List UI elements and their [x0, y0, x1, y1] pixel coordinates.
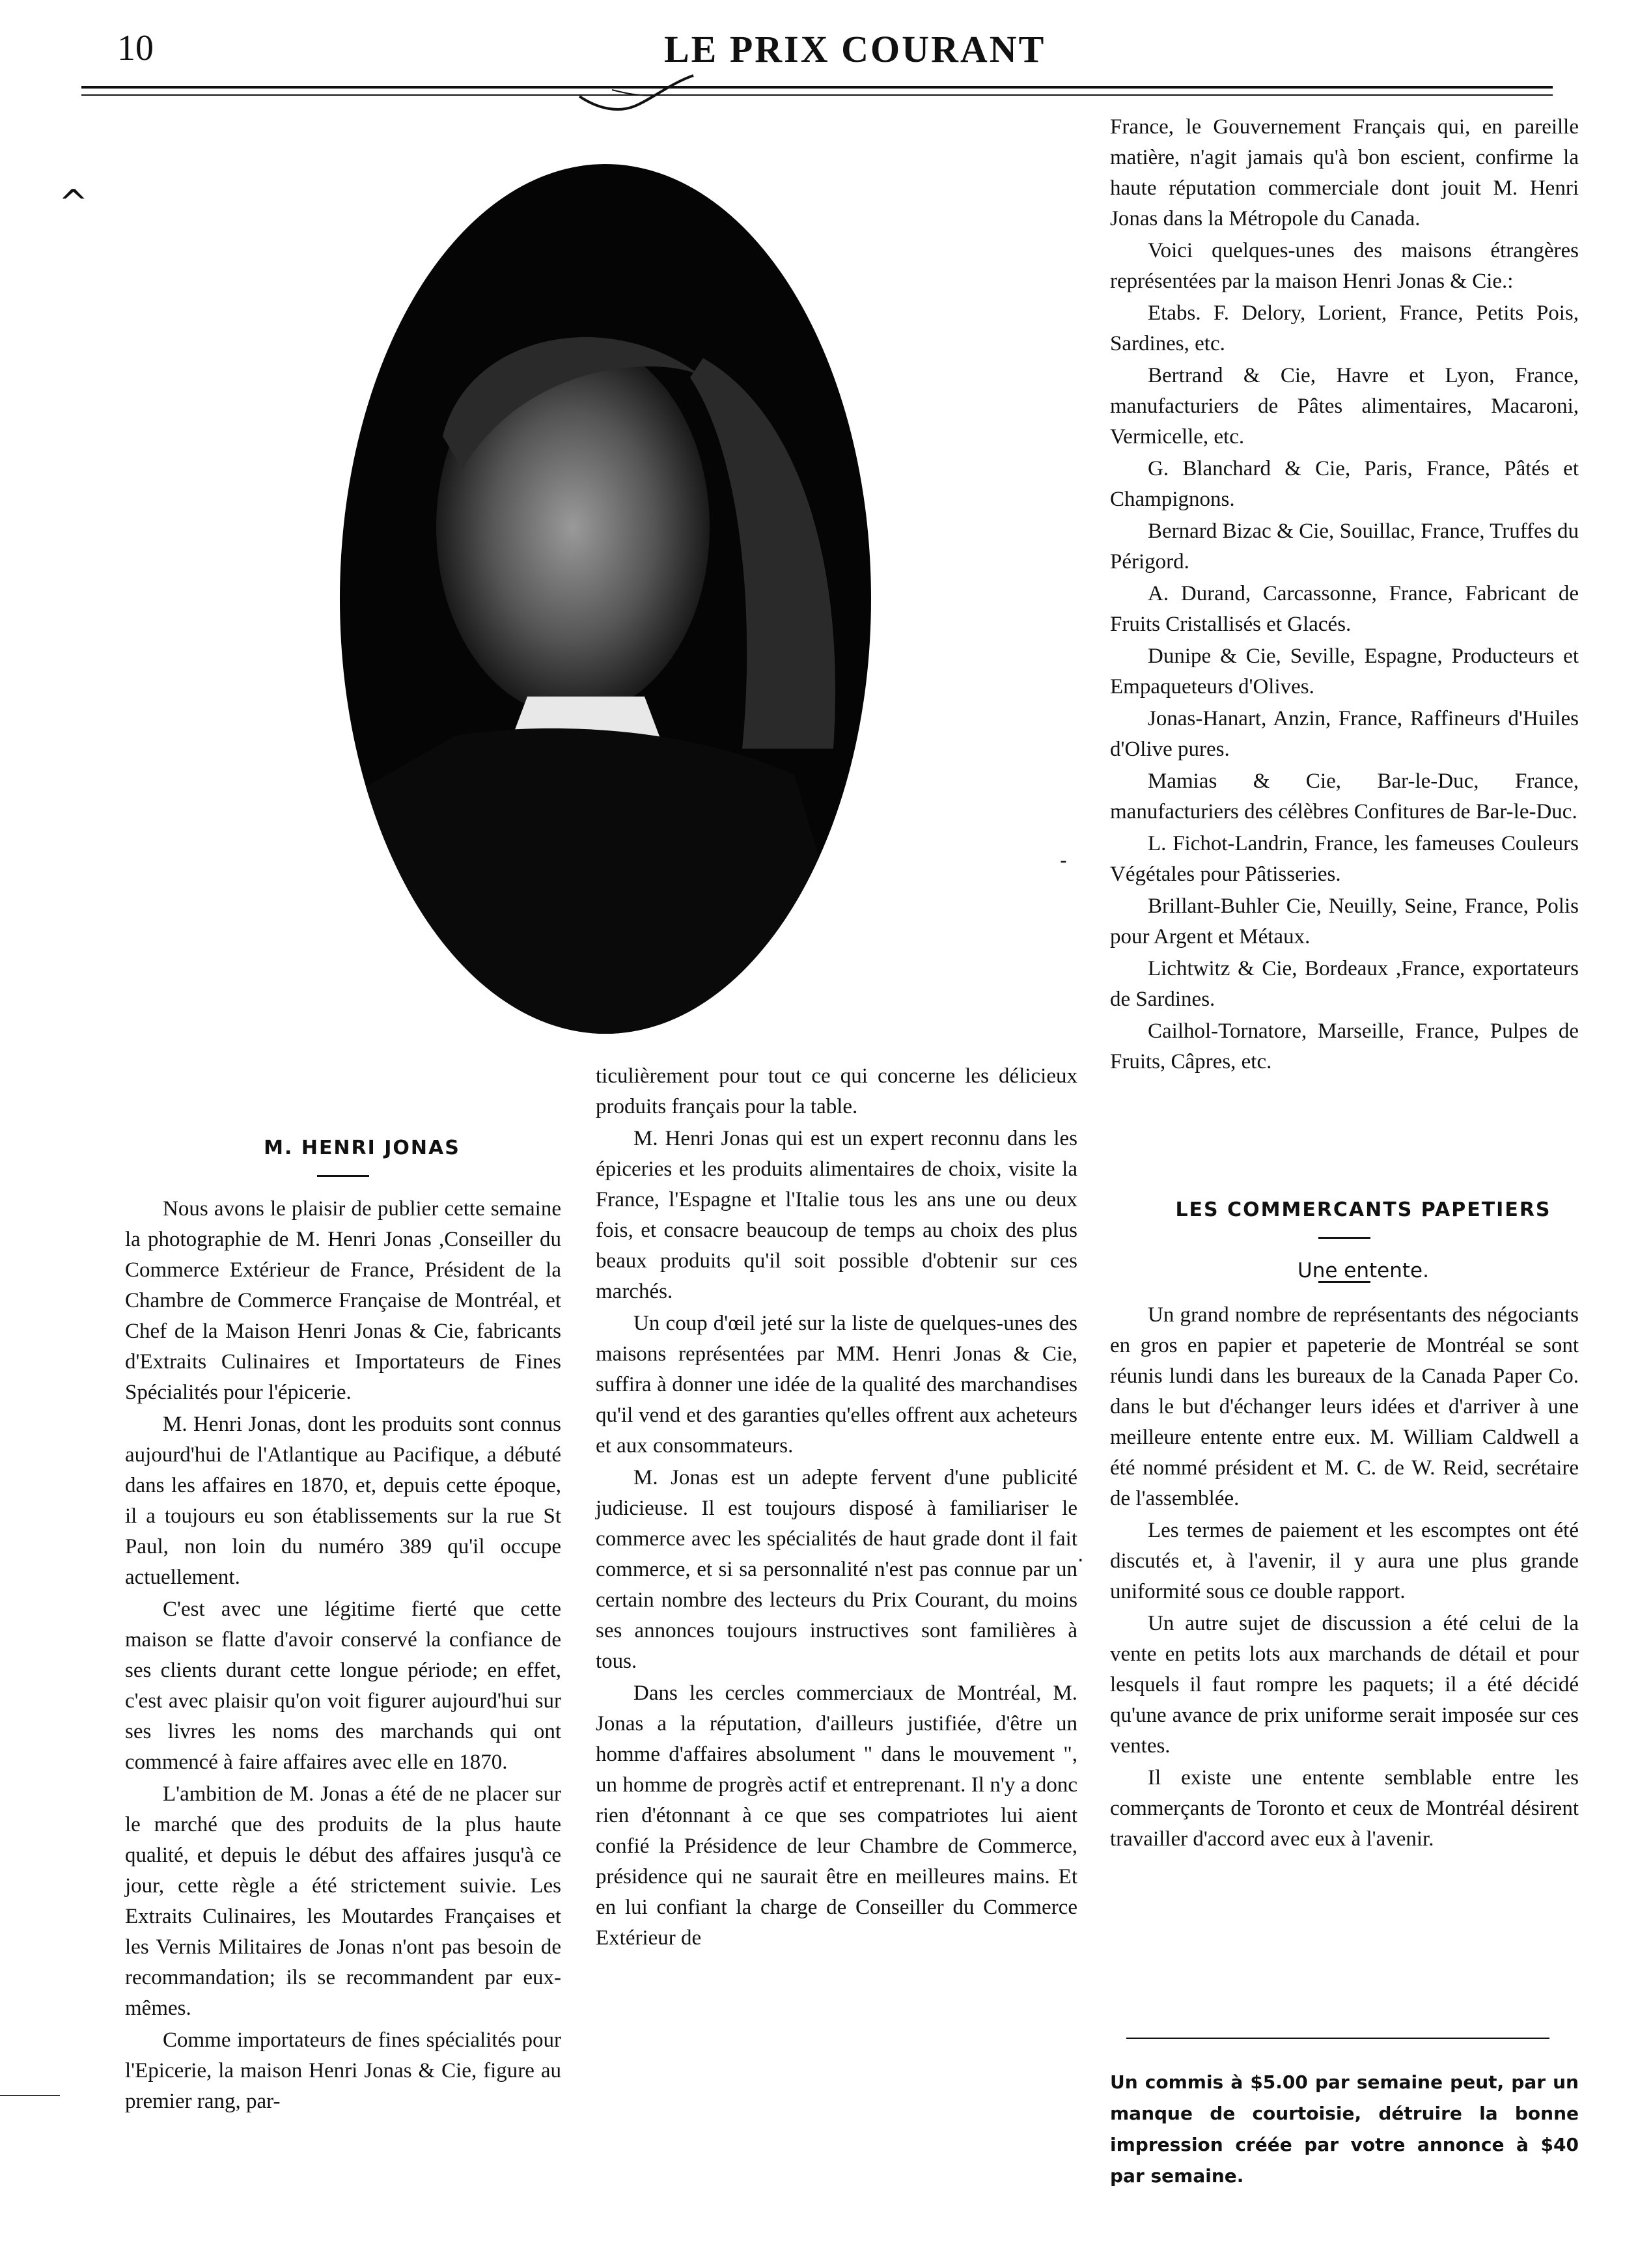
- heading-rule: [1318, 1237, 1370, 1239]
- paragraph: M. Henri Jonas, dont les produits sont connus aujourd'hui de l'Atlantique au Pacifique, a débuté dans les affaires en 1870, et, depuis cette époque, il a toujours eu son établissements sur la rue St Paul, non loin du numéro 389 qu'il occupe actuellement.: [125, 1413, 561, 1589]
- header-rule-thin: [81, 94, 1553, 96]
- page-number: 10: [117, 28, 154, 68]
- margin-mark: ·: [1077, 1549, 1084, 1572]
- margin-tick: [0, 2095, 60, 2096]
- article-column-1: [125, 1133, 561, 2118]
- paragraph: ticulièrement pour tout ce qui concerne les délicieux produits français pour la table.: [596, 1064, 1077, 1118]
- header-rule: [81, 86, 1553, 89]
- notice-rule: [1126, 2038, 1549, 2039]
- paragraph: Nous avons le plaisir de publier cette semaine la photographie de M. Henri Jonas ,Conseiller du Commerce Extérieur de France, Président de la Chambre de Commerce Française de Montréal, et Chef de la Maison Henri Jonas & Cie, fabricants d'Extraits Culinaires et Importateurs de Fines Spécialités pour l'épicerie.: [125, 1197, 561, 1404]
- list-item: Brillant-Buhler Cie, Neuilly, Seine, France, Polis pour Argent et Métaux.: [1110, 894, 1579, 948]
- paragraph: Les termes de paiement et les escomptes ont été discutés et, à l'avenir, il y aura une plus grande uniformité sous ce double rapport.: [1110, 1519, 1579, 1603]
- margin-mark: -: [1060, 850, 1067, 872]
- page-header: [0, 0, 1638, 104]
- heading-rule: [317, 1175, 369, 1177]
- list-item: L. Fichot-Landrin, France, les fameuses Couleurs Végétales pour Pâtisseries.: [1110, 832, 1579, 886]
- paragraph: C'est avec une légitime fierté que cette maison se flatte d'avoir conservé la confiance de ses clients durant cette longue période; en effet, c'est avec plaisir qu'on voit figurer aujourd'hui sur ses livres les noms des marchands qui ont commencé à faire affaires avec elle en 1870.: [125, 1597, 561, 1774]
- article-column-3: [1110, 112, 1579, 1079]
- list-item: Jonas-Hanart, Anzin, France, Raffineurs d'Huiles d'Olive pures.: [1110, 707, 1579, 761]
- paragraph: Comme importateurs de fines spécialités pour l'Epicerie, la maison Henri Jonas & Cie, figure au premier rang, par-: [125, 2028, 561, 2113]
- list-item: Bernard Bizac & Cie, Souillac, France, Truffes du Périgord.: [1110, 519, 1579, 574]
- article-commercants-papetiers: [1110, 1195, 1579, 1856]
- list-item: Bertrand & Cie, Havre et Lyon, France, manufacturiers de Pâtes alimentaires, Macaroni, Vermicelle, etc.: [1110, 364, 1579, 449]
- article-subheading: Une entente.: [1298, 1259, 1429, 1282]
- list-item: Mamias & Cie, Bar-le-Duc, France, manufacturiers des célèbres Confitures de Bar-le-Duc.: [1110, 769, 1579, 823]
- paragraph: Voici quelques-unes des maisons étrangères représentées par la maison Henri Jonas & Cie.:: [1110, 239, 1579, 293]
- article-heading: M. HENRI JONAS: [264, 1137, 460, 1159]
- masthead-title: LE PRIX COURANT: [664, 28, 1046, 70]
- oval-portrait-photograph-icon: [339, 163, 872, 1035]
- paragraph: L'ambition de M. Jonas a été de ne placer sur le marché que des produits de la plus haute qualité, et depuis le début des affaires jusqu'à ce jour, cette règle a été strictement suivie. Les Extraits Culinaires, les Moutardes Françaises et les Vernis Militaires de Jonas n'ont pas besoin de recommandation; ils se recommandent par eux-mêmes.: [125, 1782, 561, 2020]
- flourish-ornament-icon: [573, 70, 703, 116]
- paragraph: Il existe une entente semblable entre les commerçants de Toronto et ceux de Montréal désirent travailler d'accord avec eux à l'avenir.: [1110, 1766, 1579, 1851]
- paragraph: Un grand nombre de représentants des négociants en gros en papier et papeterie de Montréal se sont réunis lundi dans les bureaux de la Canada Paper Co. dans le but d'échanger leurs idées et d'arriver à une meilleure entente entre eux. M. William Caldwell a été nommé président et M. C. de W. Reid, secrétaire de l'assemblée.: [1110, 1303, 1579, 1510]
- paragraph: France, le Gouvernement Français qui, en pareille matière, n'agit jamais qu'à bon escient, confirme la haute réputation commerciale dont jouit M. Henri Jonas dans la Métropole du Canada.: [1110, 115, 1579, 230]
- courtesy-notice: Un commis à $5.00 par semaine peut, par un manque de courtoisie, détruire la bonne impression créée par votre annonce à $40 par semaine.: [1110, 2071, 1579, 2187]
- list-item: Lichtwitz & Cie, Bordeaux ,France, exportateurs de Sardines.: [1110, 957, 1579, 1011]
- article-heading: LES COMMERCANTS PAPETIERS: [1175, 1198, 1551, 1221]
- list-item: A. Durand, Carcassonne, France, Fabricant de Fruits Cristallisés et Glacés.: [1110, 582, 1579, 636]
- list-item: Cailhol-Tornatore, Marseille, France, Pulpes de Fruits, Câpres, etc.: [1110, 1019, 1579, 1073]
- paragraph: Un coup d'œil jeté sur la liste de quelques-unes des maisons représentées par MM. Henri Jonas & Cie, suffira à donner une idée de la qualité des marchandises qu'il vend et des garanties qu'elles offrent aux acheteurs et aux consommateurs.: [596, 1312, 1077, 1458]
- paragraph: M. Henri Jonas qui est un expert reconnu dans les épiceries et les produits alimentaires de choix, visite la France, l'Espagne et l'Italie tous les ans une ou deux fois, et consacre beaucoup de temps au choix des plus beaux produits qu'il soit possible d'obtenir sur ces marchés.: [596, 1127, 1077, 1303]
- margin-mark: ^: [59, 182, 89, 223]
- list-item: Etabs. F. Delory, Lorient, France, Petits Pois, Sardines, etc.: [1110, 301, 1579, 355]
- paragraph: Un autre sujet de discussion a été celui de la vente en petits lots aux marchands de détail et pour lesquels il faut rompre les paquets; il a été décidé qu'une avance de prix uniforme serait imposée sur ces ventes.: [1110, 1612, 1579, 1758]
- list-item: G. Blanchard & Cie, Paris, France, Pâtés et Champignons.: [1110, 457, 1579, 511]
- paragraph: M. Jonas est un adepte fervent d'une publicité judicieuse. Il est toujours disposé à familiariser le commerce avec les spécialités de haut grade dont il fait commerce, et si sa personnalité n'est pas connue par un certain nombre des lecteurs du Prix Courant, du moins ses annonces toujours instructives sont familières à tous.: [596, 1466, 1077, 1673]
- article-column-2: [596, 1061, 1077, 1955]
- list-item: Dunipe & Cie, Seville, Espagne, Producteurs et Empaqueteurs d'Olives.: [1110, 644, 1579, 698]
- paragraph: Dans les cercles commerciaux de Montréal, M. Jonas a la réputation, d'ailleurs justifiée, d'être un homme d'affaires absolument " dans le mouvement ", un homme de progrès actif et entreprenant. Il n'y a donc rien d'étonnant à ce que ses compatriotes lui aient confié la Présidence de leur Chambre de Commerce, présidence qui ne saurait être en meilleures mains. Et en lui confiant la charge de Conseiller du Commerce Extérieur de: [596, 1681, 1077, 1950]
